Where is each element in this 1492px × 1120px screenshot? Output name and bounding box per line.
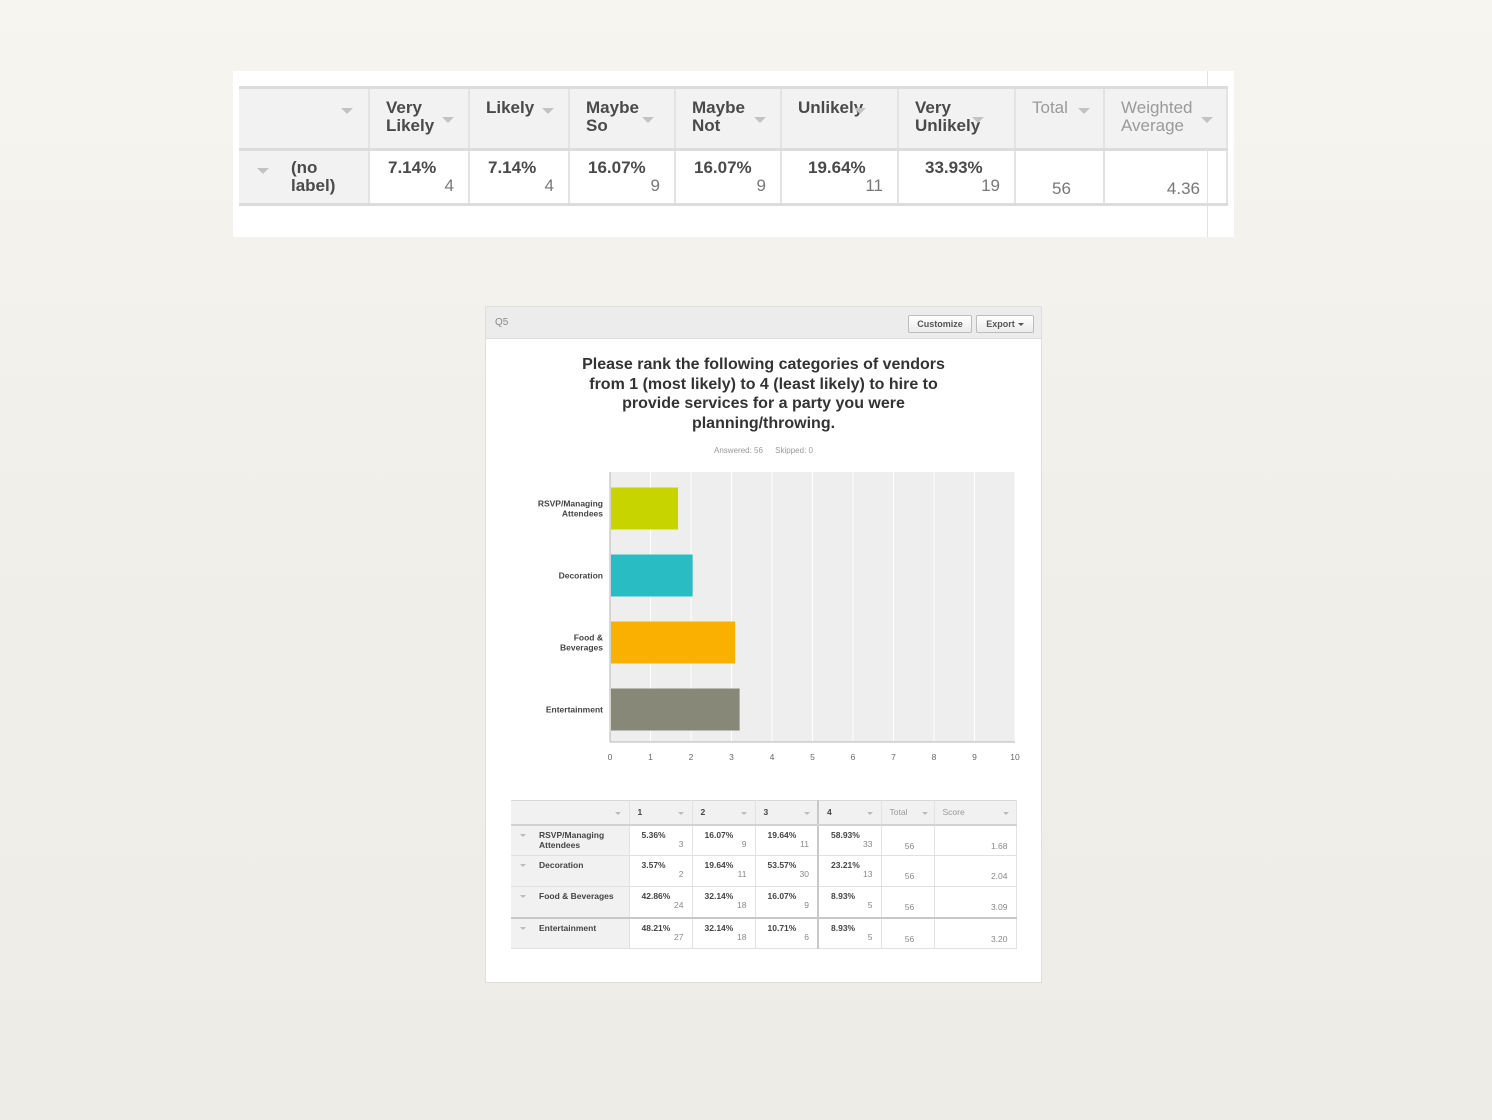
category-label: Entertainment [545,704,603,715]
sort-caret-icon[interactable] [442,117,454,123]
question-title: Please rank the following categories of vendors from 1 (most likely) to 4 (least likely) to hire to provide services for a party you were planning/throwing. [582,356,945,432]
total-header[interactable]: Total [1015,88,1104,150]
category-label: Food & Beverages [559,632,603,653]
x-tick-label: 8 [931,752,937,762]
sort-caret-icon[interactable] [542,108,554,114]
bar [611,488,678,530]
rank-cell: 19.64% 11 [755,825,818,856]
export-button[interactable] [976,315,1034,333]
expand-caret-icon[interactable] [257,168,269,174]
rank-column-header[interactable]: 1 [629,801,692,825]
rank-cell: 3.57% 2 [629,856,692,887]
row-label-header[interactable] [511,801,629,825]
expand-caret-icon[interactable] [520,864,526,867]
row-label[interactable] [511,918,629,949]
score-cell: 1.68 [934,825,1016,856]
bar [611,689,740,731]
likert-table [239,86,1228,206]
total-cell: 56 [881,856,934,887]
rank-cell: 16.07% 9 [755,887,818,918]
question-number: Q5 [495,317,509,328]
sort-caret-icon[interactable] [678,812,684,815]
x-tick-label: 4 [769,752,775,762]
rank-cell: 8.93% 5 [818,887,881,918]
likert-data-row [239,150,1227,205]
total-cell: 56 [1015,150,1104,205]
category-label: Decoration [558,570,603,581]
rank-column-header[interactable]: 2 [692,801,755,825]
total-cell: 56 [881,918,934,949]
rank-column-header[interactable]: 4 [818,801,881,825]
row-label[interactable] [511,887,629,918]
q5-header-bar [486,307,1041,339]
likert-cell: 7.14% 4 [469,150,569,205]
weighted-average-header[interactable]: Weighted Average [1104,88,1227,150]
x-tick-label: 5 [810,752,815,762]
rank-cell: 48.21% 27 [629,918,692,949]
row-label-text: Decoration [539,860,584,870]
column-header[interactable]: Maybe So [569,88,675,150]
ranking-header-row [511,801,1016,825]
table-row [511,856,1016,887]
x-tick-label: 9 [972,752,977,762]
likert-header-row [239,88,1227,150]
weighted-average-cell: 4.36 [1104,150,1227,205]
chevron-down-icon [1018,323,1024,326]
total-cell: 56 [881,887,934,918]
likert-cell: 16.07% 9 [569,150,675,205]
q5-panel [485,306,1042,983]
expand-caret-icon[interactable] [520,927,526,930]
rank-cell: 32.14% 18 [692,918,755,949]
likert-table-panel [233,71,1234,237]
rank-cell: 8.93% 5 [818,918,881,949]
table-row [511,887,1016,918]
sort-caret-icon[interactable] [854,108,866,114]
x-tick-label: 6 [850,752,856,762]
column-header[interactable]: Very Unlikely [898,88,1015,150]
table-row [511,918,1016,949]
sort-caret-icon[interactable] [754,117,766,123]
sort-caret-icon[interactable] [642,117,654,123]
rank-cell: 10.71% 6 [755,918,818,949]
response-stats [486,446,1041,455]
sort-caret-icon[interactable] [615,812,621,815]
sort-caret-icon[interactable] [341,108,353,114]
sort-caret-icon[interactable] [741,812,747,815]
rank-cell: 32.14% 18 [692,887,755,918]
score-cell: 2.04 [934,856,1016,887]
bar [611,622,735,664]
ranking-body [511,825,1016,949]
row-label-text: Entertainment [539,922,597,933]
rank-cell: 58.93% 33 [818,825,881,856]
x-tick-label: 1 [648,752,653,762]
sort-caret-icon[interactable] [922,812,928,815]
export-label: Export [986,319,1015,329]
row-label[interactable] [511,856,629,887]
column-header[interactable]: Unlikely [781,88,898,150]
likert-cell: 7.14% 4 [369,150,469,205]
score-cell: 3.09 [934,887,1016,918]
sort-caret-icon[interactable] [1201,117,1213,123]
rank-cell: 5.36% 3 [629,825,692,856]
expand-caret-icon[interactable] [520,834,526,837]
x-tick-label: 10 [1010,752,1020,762]
column-header[interactable]: Maybe Not [675,88,781,150]
x-tick-label: 0 [607,752,613,762]
x-tick-label: 2 [688,752,694,762]
sort-caret-icon[interactable] [972,117,984,123]
x-tick-label: 7 [891,752,896,762]
rank-cell: 23.21% 13 [818,856,881,887]
x-tick-label: 3 [729,752,734,762]
score-cell: 3.20 [934,918,1016,949]
sort-caret-icon[interactable] [804,812,810,815]
bar [611,555,693,597]
rank-cell: 19.64% 11 [692,856,755,887]
score-header[interactable]: Score [934,801,1016,825]
likert-cell: 33.93% 19 [898,150,1015,205]
category-label: RSVP/Managing Attendees [537,498,603,519]
ranking-table [511,800,1017,949]
bar-chart [486,457,1041,777]
rank-cell: 16.07% 9 [692,825,755,856]
row-label-header[interactable] [239,88,369,150]
skipped-count: Skipped: 0 [775,446,813,455]
likert-cell: 19.64% 11 [781,150,898,205]
column-header[interactable]: Likely [469,88,569,150]
answered-count: Answered: 56 [714,446,763,455]
expand-caret-icon[interactable] [520,895,526,898]
likert-cell: 16.07% 9 [675,150,781,205]
table-row [511,825,1016,856]
rank-cell: 53.57% 30 [755,856,818,887]
total-cell: 56 [881,825,934,856]
row-label-text: Food & Beverages [539,891,614,901]
row-label-text: RSVP/Managing Attendees [539,829,605,850]
row-label[interactable]: (no label) [239,150,369,205]
sort-caret-icon[interactable] [1003,812,1009,815]
rank-cell: 42.86% 24 [629,887,692,918]
sort-caret-icon[interactable] [1078,108,1090,114]
rank-column-header[interactable]: 3 [755,801,818,825]
customize-button[interactable]: Customize [908,315,972,333]
row-label[interactable] [511,825,629,856]
sort-caret-icon[interactable] [867,812,873,815]
column-header[interactable]: Very Likely [369,88,469,150]
total-header[interactable]: Total [881,801,934,825]
